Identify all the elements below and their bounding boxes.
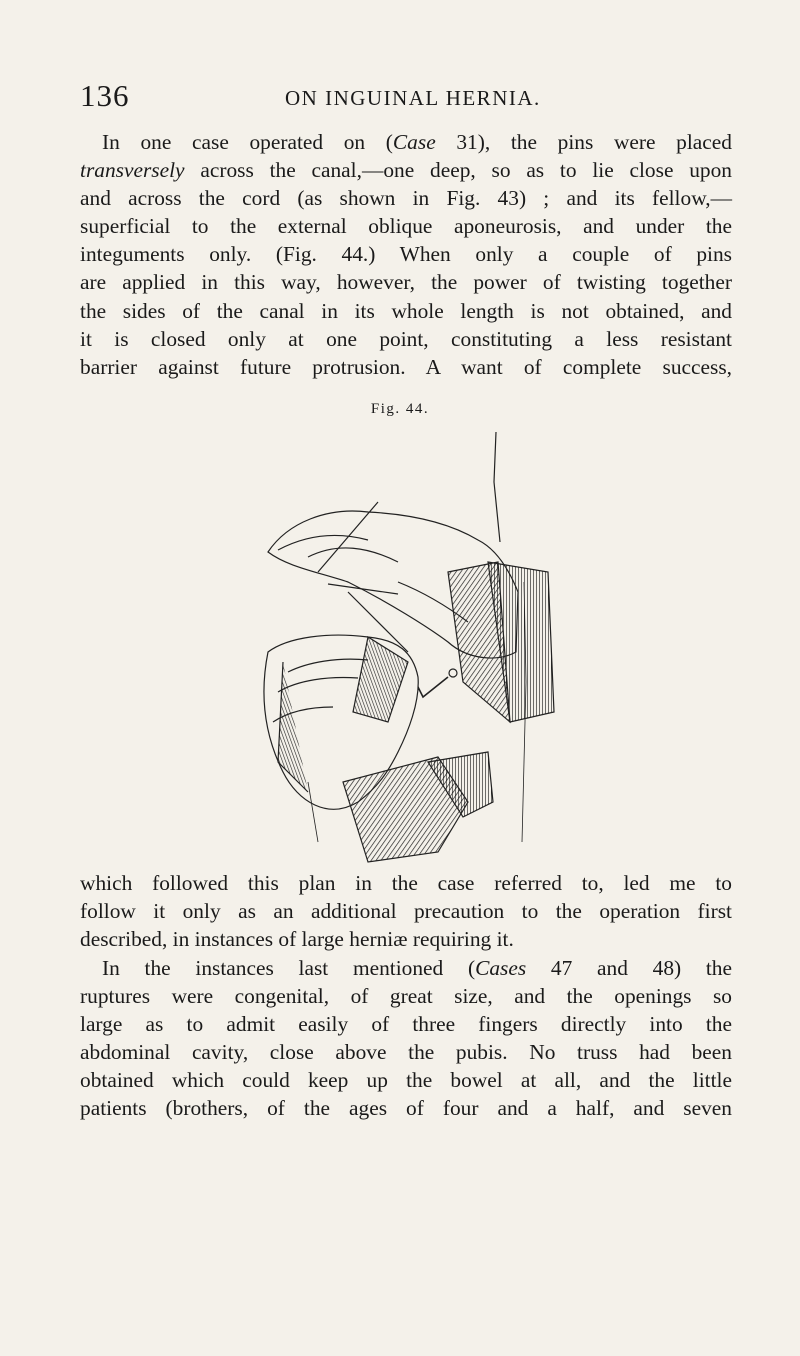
paragraph-1 [80,128,732,381]
text-line: integuments only. (Fig. 44.) When only a couple of pins [80,242,732,267]
text-line: follow it only as an additional precaution to the operation first [80,899,732,924]
text-line: abdominal cavity, close above the pubis. No truss had been [80,1040,732,1065]
figure-caption: Fig. 44. [370,401,430,417]
text-line: are applied in this way, however, the power of twisting together [80,270,732,295]
text-line: In the instances last mentioned (Cases 47 and 48) the [102,956,732,980]
paragraph-3 [80,954,732,1123]
paragraph-2 [80,869,732,953]
text-line: large as to admit easily of three fingers directly into the [80,1012,732,1037]
text-line: patients (brothers, of the ages of four and a half, and seven [80,1096,732,1121]
text-line: obtained which could keep up the bowel at all, and the little [80,1068,732,1093]
figure-hands-twisting-pins-illustration [248,422,578,870]
text-line: described, in instances of large herniæ requiring it. [80,927,514,952]
page-number: 136 [80,78,130,113]
text-line: ruptures were congenital, of great size, and the openings so [80,984,732,1009]
text-line: barrier against future protrusion. A want of complete success, [80,354,732,379]
text-line: In one case operated on (Case 31), the pins were placed [102,130,732,154]
running-title: ON INGUINAL HERNIA. [285,86,541,110]
text-line: which followed this plan in the case referred to, led me to [80,871,732,895]
text-line: superficial to the external oblique aponeurosis, and under the [80,214,732,239]
text-line: it is closed only at one point, constituting a less resistant [80,326,732,351]
text-line: and across the cord (as shown in Fig. 43) ; and its fellow,— [80,186,732,211]
text-line: transversely across the canal,—one deep, so as to lie close upon [80,158,732,183]
page-header [80,78,730,118]
text-line: the sides of the canal in its whole length is not obtained, and [80,298,732,323]
